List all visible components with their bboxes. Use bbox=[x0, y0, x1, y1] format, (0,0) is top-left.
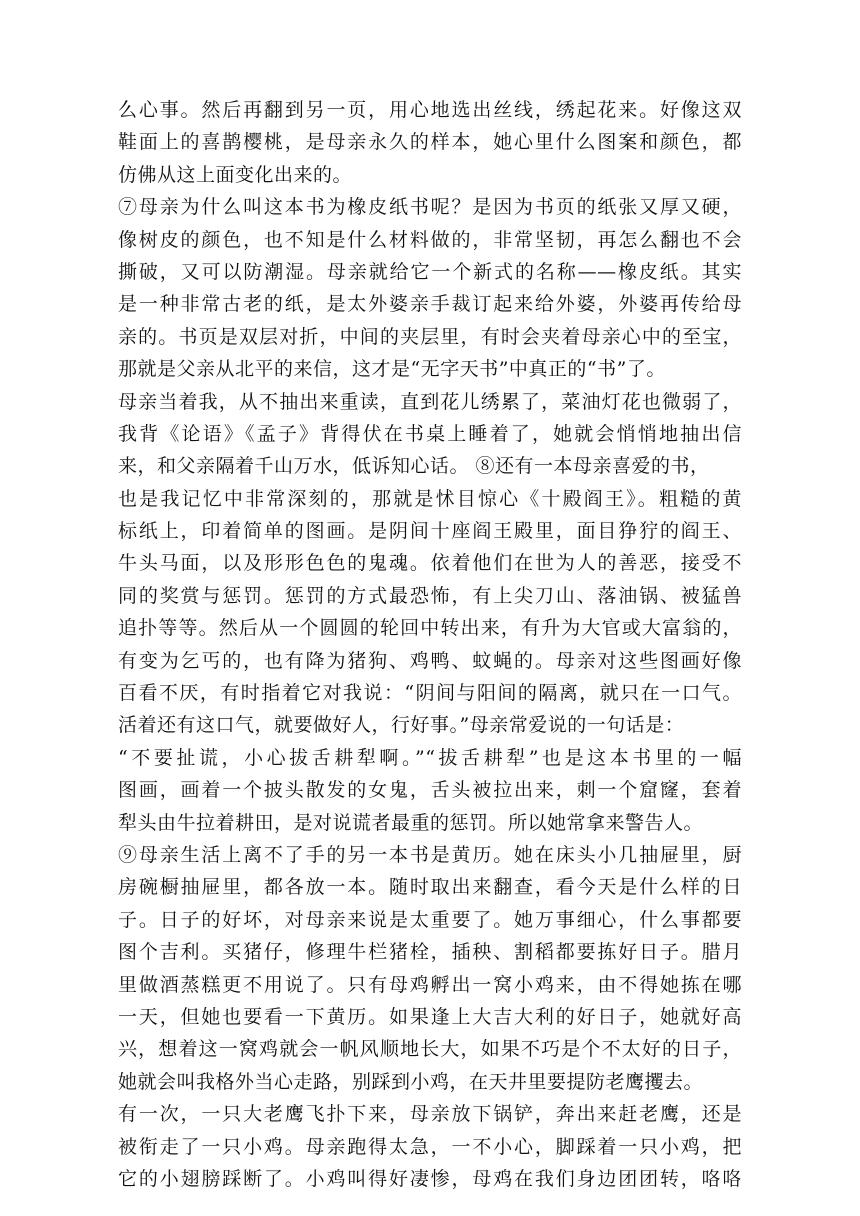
text-line: 我背《论语》《孟子》背得伏在书桌上睡着了，她就会悄悄地抽出信 bbox=[118, 422, 742, 445]
text-line: 同的奖赏与惩罚。惩罚的方式最恐怖，有上尖刀山、落油锅、被猛兽 bbox=[118, 584, 742, 607]
text-line: ⑦母亲为什么叫这本书为橡皮纸书呢？是因为书页的纸张又厚又硬， bbox=[118, 196, 742, 219]
text-line: 一天，但她也要看一下黄历。如果逢上大吉大利的好日子，她就好高 bbox=[118, 1005, 742, 1028]
text-line: 被衔走了一只小鸡。母亲跑得太急，一不小心，脚踩着一只小鸡，把 bbox=[118, 1135, 742, 1158]
text-line: 活着还有这口气，就要做好人，行好事。”母亲常爱说的一句话是： bbox=[118, 714, 685, 737]
text-line: 撕破，又可以防潮湿。母亲就给它一个新式的名称——橡皮纸。其实 bbox=[118, 260, 742, 283]
text-line: 追扑等等。然后从一个圆圆的轮回中转出来，有升为大官或大富翁的， bbox=[118, 617, 742, 640]
body-text bbox=[118, 94, 742, 1195]
text-line: 有变为乞丐的，也有降为猪狗、鸡鸭、蚊蝇的。母亲对这些图画好像 bbox=[118, 649, 742, 672]
text-line: 图画，画着一个披头散发的女鬼，舌头被拉出来，刺一个窟窿，套着 bbox=[118, 779, 742, 802]
text-line: 也是我记忆中非常深刻的，那就是怵目惊心《十殿阎王》。粗糙的黄 bbox=[118, 487, 742, 510]
text-line: 兴，想着这一窝鸡就会一帆风顺地长大，如果不巧是个不太好的日子， bbox=[118, 1038, 742, 1061]
text-line: 是一种非常古老的纸，是太外婆亲手裁订起来给外婆，外婆再传给母 bbox=[118, 293, 742, 316]
text-line: 鞋面上的喜鹊樱桃，是母亲永久的样本，她心里什么图案和颜色，都 bbox=[118, 131, 742, 154]
text-line: ⑨母亲生活上离不了手的另一本书是黄历。她在床头小几抽屉里，厨 bbox=[118, 843, 742, 866]
text-line: 牛头马面，以及形形色色的鬼魂。依着他们在世为人的善恶，接受不 bbox=[118, 552, 742, 575]
text-line: 犁头由牛拉着耕田，是对说谎者最重的惩罚。所以她常拿来警告人。 bbox=[118, 811, 704, 834]
text-line: 母亲当着我，从不抽出来重读，直到花儿绣累了，菜油灯花也微弱了， bbox=[118, 390, 742, 413]
text-line: 标纸上，印着简单的图画。是阴间十座阎王殿里，面目狰狞的阎王、 bbox=[118, 520, 742, 543]
text-line: 百看不厌，有时指着它对我说：“阴间与阳间的隔离，就只在一口气。 bbox=[118, 682, 742, 705]
text-line: 像树皮的颜色，也不知是什么材料做的，非常坚韧，再怎么翻也不会 bbox=[118, 228, 742, 251]
text-line: 来，和父亲隔着千山万水，低诉知心话。 ⑧还有一本母亲喜爱的书， bbox=[118, 455, 710, 478]
text-line: 里做酒蒸糕更不用说了。只有母鸡孵出一窝小鸡来，由不得她拣在哪 bbox=[118, 973, 742, 996]
text-line: 子。日子的好坏，对母亲来说是太重要了。她万事细心，什么事都要 bbox=[118, 908, 742, 931]
text-line: 那就是父亲从北平的来信，这才是“无字天书”中真正的“书”了。 bbox=[118, 358, 666, 381]
text-line: 亲的。书页是双层对折，中间的夹层里，有时会夹着母亲心中的至宝， bbox=[118, 325, 742, 348]
text-line: “不要扯谎，小心拔舌耕犁啊。”“拔舌耕犁”也是这本书里的一幅 bbox=[118, 746, 742, 769]
text-line: 图个吉利。买猪仔，修理牛栏猪栓，插秧、割稻都要拣好日子。腊月 bbox=[118, 941, 742, 964]
text-line: 么心事。然后再翻到另一页，用心地选出丝线，绣起花来。好像这双 bbox=[118, 99, 742, 121]
text-line: 仿佛从这上面变化出来的。 bbox=[118, 163, 353, 186]
text-line: 有一次，一只大老鹰飞扑下来，母亲放下锅铲，奔出来赶老鹰，还是 bbox=[118, 1103, 742, 1126]
text-line: 房碗橱抽屉里，都各放一本。随时取出来翻查，看今天是什么样的日 bbox=[118, 876, 742, 899]
text-line: 她就会叫我格外当心走路，别踩到小鸡，在天井里要提防老鹰攫去。 bbox=[118, 1070, 704, 1093]
text-line: 它的小翅膀踩断了。小鸡叫得好凄惨，母鸡在我们身边团团转，咯咯 bbox=[118, 1167, 742, 1190]
